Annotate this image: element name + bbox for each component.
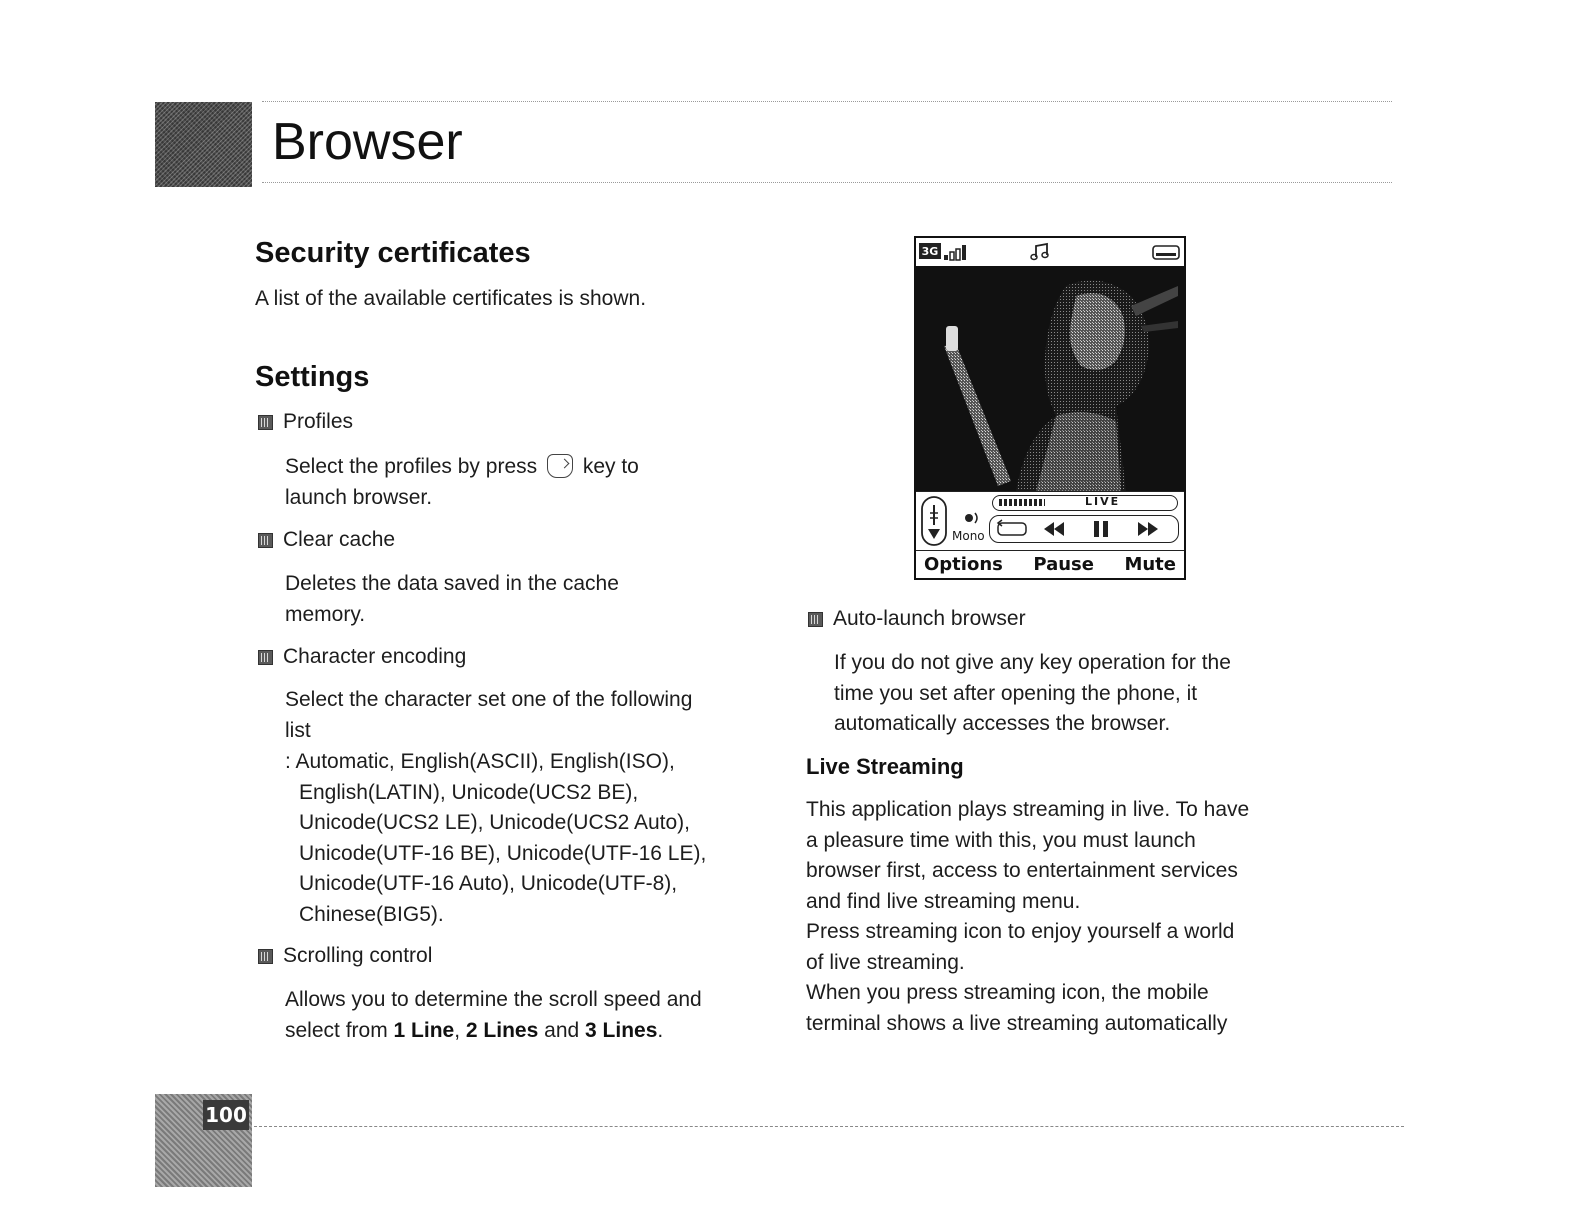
- scroll-sep: ,: [454, 1018, 461, 1042]
- number-1-icon: [258, 415, 273, 430]
- scroll-and: and: [544, 1018, 580, 1042]
- security-heading: Security certificates: [255, 237, 531, 269]
- auto-launch-line2: time you set after opening the phone, it: [834, 681, 1198, 705]
- repeat-icon[interactable]: [994, 518, 1032, 540]
- pause-icon[interactable]: [1076, 518, 1126, 540]
- scroll-option-2-lines: 2 Lines: [465, 1018, 539, 1042]
- encoding-list-line2: English(LATIN), Unicode(UCS2 BE),: [299, 780, 639, 804]
- profiles-label: Profiles: [283, 410, 354, 433]
- phone-status-bar: [916, 238, 1184, 267]
- live-line1: This application plays streaming in live. To have: [806, 798, 1250, 821]
- character-encoding-label: Character encoding: [283, 645, 467, 668]
- softkey-mute[interactable]: Mute: [1124, 554, 1176, 575]
- scroll-option-3-lines: 3 Lines: [585, 1018, 658, 1042]
- auto-launch-line3: automatically accesses the browser.: [834, 712, 1171, 735]
- live-line6: of live streaming.: [806, 950, 965, 974]
- live-progress-bar: [992, 495, 1178, 511]
- mono-label: Mono: [952, 529, 985, 543]
- auto-launch-desc: [834, 648, 1231, 740]
- profiles-desc: [285, 452, 639, 513]
- scrolling-control-label: Scrolling control: [283, 944, 433, 967]
- settings-heading: Settings: [255, 361, 370, 393]
- buffer-indicator: [999, 499, 1045, 506]
- live-line7: When you press streaming icon, the mobile: [806, 981, 1209, 1004]
- phone-screenshot: [914, 236, 1186, 580]
- live-label: LIVE: [1085, 495, 1121, 508]
- player-controls: [916, 491, 1184, 552]
- footer-rule: [254, 1126, 1404, 1127]
- battery-icon: [1152, 244, 1182, 262]
- page-number: 100: [203, 1100, 249, 1130]
- clear-cache-item: [258, 528, 395, 552]
- music-note-icon: [1029, 242, 1051, 262]
- auto-launch-label: Auto-launch browser: [833, 607, 1026, 630]
- live-line2: a pleasure time with this, you must launch: [806, 828, 1196, 852]
- transport-buttons: [989, 515, 1179, 543]
- profiles-item: [258, 410, 353, 434]
- profiles-text-line2: launch browser.: [285, 485, 433, 509]
- softkey-options[interactable]: Options: [924, 554, 1003, 575]
- clear-cache-line2: memory.: [285, 602, 366, 626]
- clear-cache-desc: [285, 569, 619, 630]
- number-2-icon: [258, 533, 273, 548]
- live-line8: terminal shows a live streaming automatically: [806, 1011, 1228, 1035]
- signal-strength-icon: [943, 243, 969, 261]
- rewind-icon[interactable]: [1032, 518, 1076, 540]
- encoding-list-line6: Chinese(BIG5).: [299, 902, 444, 926]
- clear-cache-line1: Deletes the data saved in the cache: [285, 572, 619, 595]
- speaker-icon: [964, 510, 986, 526]
- character-encoding-desc: [285, 685, 692, 746]
- header-top-rule: [262, 101, 1392, 102]
- encoding-list-line1: : Automatic, English(ASCII), English(ISO),: [285, 750, 675, 773]
- security-text: A list of the available certificates is shown.: [255, 287, 647, 310]
- live-streaming-text: [806, 795, 1249, 1039]
- profiles-text-before-key: Select the profiles by press: [285, 455, 538, 478]
- scrolling-control-item: [258, 944, 432, 968]
- page-title: Browser: [272, 113, 463, 171]
- auto-launch-line1: If you do not give any key operation for the: [834, 651, 1231, 674]
- encoding-list-line4: Unicode(UTF-16 BE), Unicode(UTF-16 LE),: [299, 841, 707, 865]
- number-5-icon: [808, 612, 823, 627]
- scrolling-line1: Allows you to determine the scroll speed and: [285, 988, 702, 1011]
- softkey-pause[interactable]: Pause: [1033, 554, 1094, 575]
- live-line3: browser first, access to entertainment services: [806, 859, 1238, 882]
- fast-forward-icon[interactable]: [1126, 518, 1170, 540]
- scroll-option-1-line: 1 Line: [393, 1018, 455, 1042]
- phone-softkeys: [916, 550, 1184, 578]
- auto-launch-item: [808, 607, 1026, 631]
- number-4-icon: [258, 949, 273, 964]
- profiles-text-after-key: key to: [582, 455, 639, 478]
- scrolling-line2-prefix: select from: [285, 1018, 388, 1042]
- encoding-list-line5: Unicode(UTF-16 Auto), Unicode(UTF-8),: [299, 872, 678, 895]
- number-3-icon: [258, 650, 273, 665]
- char-enc-line2: list: [285, 718, 311, 742]
- header-bottom-rule: [262, 182, 1392, 183]
- scroll-end: .: [657, 1018, 664, 1042]
- live-streaming-heading: Live Streaming: [806, 754, 964, 779]
- page-number-block: [155, 1094, 252, 1187]
- live-line5: Press streaming icon to enjoy yourself a world: [806, 920, 1235, 943]
- encoding-list: [285, 747, 765, 930]
- chapter-tab-block: [155, 102, 252, 187]
- video-frame: [916, 266, 1184, 491]
- char-enc-line1: Select the character set one of the following: [285, 688, 693, 711]
- network-3g-icon: 3G: [919, 243, 941, 259]
- character-encoding-item: [258, 645, 466, 669]
- encoding-list-line3: Unicode(UCS2 LE), Unicode(UCS2 Auto),: [299, 811, 691, 834]
- ok-key-icon: [547, 454, 573, 478]
- live-line4: and find live streaming menu.: [806, 889, 1081, 913]
- volume-slider-icon[interactable]: [920, 495, 948, 547]
- scrolling-control-desc: [285, 985, 702, 1046]
- clear-cache-label: Clear cache: [283, 528, 396, 551]
